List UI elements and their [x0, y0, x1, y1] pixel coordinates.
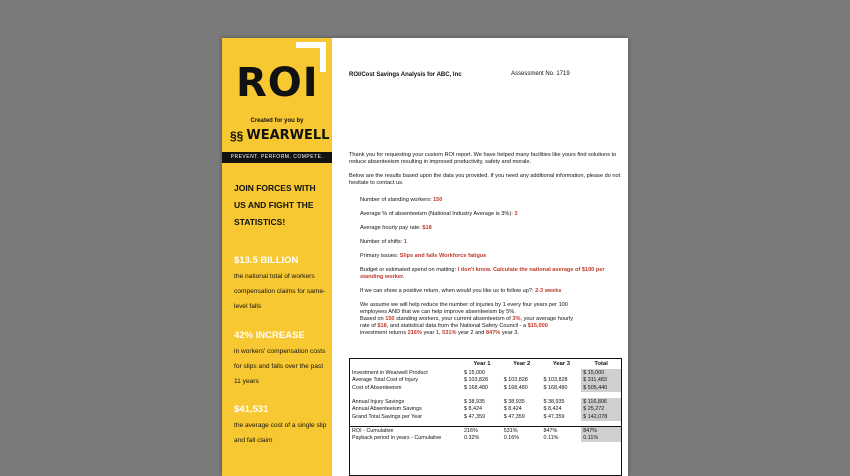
table-cell: $ 15,000	[464, 369, 485, 376]
table-row	[350, 405, 621, 413]
table-cell: Grand Total Savings per Year	[352, 413, 423, 420]
table-cell: 847%	[581, 427, 621, 435]
table-cell: Payback period in years - Cumulative	[352, 435, 442, 442]
table-cell: $ 103,828	[543, 377, 568, 384]
table-cell: $ 142,078	[581, 413, 621, 421]
table-cell: $ 38,935	[464, 398, 485, 405]
roi-table	[349, 358, 622, 476]
report-title: ROI/Cost Savings Analysis for ABC, Inc	[349, 72, 462, 78]
table-cell: $ 103,828	[503, 377, 528, 384]
table-cell: $ 38,935	[503, 398, 525, 405]
table-row	[350, 427, 621, 435]
table-cell: 531%	[502, 427, 542, 435]
table-header-year1: Year 1	[473, 361, 491, 367]
table-row	[350, 413, 621, 421]
item-absenteeism: Average % of absenteeism (National Industry Average is 3%): 3	[360, 211, 518, 217]
table-header-empty	[350, 359, 462, 369]
tagline-bar: PREVENT. PERFORM. COMPETE.	[222, 152, 332, 163]
table-cell: $ 8,424	[503, 406, 522, 413]
table-cell: $ 15,000	[581, 369, 621, 377]
item-standing-workers: Number of standing workers: 150	[360, 197, 443, 203]
table-cell: $ 8,424	[543, 406, 562, 413]
table-row	[350, 435, 621, 443]
table-header-total: Total	[594, 361, 608, 367]
table-cell: Annual Injury Savings	[352, 398, 405, 405]
table-cell: $ 8,424	[464, 406, 482, 413]
table-cell: 0.11%	[543, 435, 559, 442]
table-header-year3: Year 3	[552, 361, 570, 367]
table-cell: $ 38,935	[543, 398, 565, 405]
join-forces-heading: JOIN FORCES WITH US AND FIGHT THE STATISTICS!	[234, 183, 316, 227]
item-budget: Budget or estimated spend on matting: I don't know. Calculate the national average of $100 per standing worker.	[360, 267, 605, 280]
table-cell: 847%	[542, 427, 582, 435]
roi-logo: ROI	[236, 60, 319, 106]
table-cell: $ 25,272	[581, 405, 621, 413]
table-cell: $ 47,359	[503, 413, 525, 420]
brand-name: WEARWELL	[246, 128, 330, 143]
created-by-text: Created for you by	[250, 118, 304, 124]
stat-billion-desc: the national total of workers compensation claims for same-level falls	[234, 273, 326, 310]
table-cell: 0.11%	[581, 435, 621, 443]
table-row	[350, 398, 621, 406]
table-cell: $ 47,359	[543, 413, 565, 420]
table-cell: $ 168,480	[464, 384, 488, 391]
brand-logo	[230, 128, 329, 143]
item-pay-rate: Average hourly pay rate: $18	[360, 225, 432, 231]
table-cell	[502, 369, 542, 377]
table-row	[350, 369, 621, 377]
table-cell: $ 168,480	[503, 384, 528, 391]
sidebar	[222, 38, 332, 476]
stat-billion: $13.5 BILLION	[234, 255, 299, 266]
table-cell: Cost of Absenteeism	[352, 384, 402, 391]
table-cell: ROI - Cumulative	[350, 427, 462, 435]
stat-average-cost-desc: the average cost of a single slip and fall claim	[234, 422, 327, 444]
stat-increase: 42% INCREASE	[234, 330, 305, 341]
table-cell: $ 168,480	[543, 384, 568, 391]
results-paragraph: Below are the results based upon the data you provided. If you need any additional information, please do not hesitate to contact us.	[349, 173, 621, 186]
table-cell: Investment in Wearwell Product	[352, 369, 428, 376]
table-cell	[542, 369, 582, 377]
table-cell: $ 47,359	[464, 413, 485, 420]
wearwell-mark-icon: §§	[230, 128, 244, 143]
roi-report-page	[222, 38, 628, 476]
table-header-row	[350, 359, 621, 369]
stat-increase-desc: in workers' compensation costs for slips and falls over the past 11 years	[234, 348, 326, 385]
item-follow-up: If we can show a positive return, when would you like us to follow up?: 2-3 weeks	[360, 288, 562, 294]
assumption-paragraph: We assume we will help reduce the number of injuries by 1 every four years per 100 employees AND that we can help improve absenteeism by 5%. Based on 150 standing workers, your current absenteeism of 3%, your average hourly rate of $18, and statistical data from the National Safety Council - a $15,000 investment returns 216% year 1, 531% year 2 and 847% year 3.	[360, 302, 574, 336]
stat-average-cost: $41,531	[234, 404, 269, 415]
item-primary-issues: Primary issues: Slips and falls Workforce fatigue	[360, 253, 487, 259]
assessment-number: Assessment No. 1719	[511, 71, 570, 77]
table-row	[350, 384, 621, 392]
table-cell: $ 505,440	[581, 384, 621, 392]
table-cell: 0.16%	[503, 435, 520, 442]
table-cell: Average Total Cost of Injury	[352, 377, 419, 384]
intro-paragraph: Thank you for requesting your custom ROI report. We have helped many facilities like yours find solutions to reduce absenteeism resulting in improved productivity, safety and morale.	[349, 152, 617, 165]
table-row	[350, 377, 621, 385]
table-cell: $ 311,483	[581, 377, 621, 385]
table-cell: 0.32%	[464, 435, 480, 442]
table-cell: 216%	[462, 427, 502, 435]
item-shifts: Number of shifts: 1	[360, 239, 407, 245]
table-cell: $ 103,828	[464, 377, 488, 384]
table-cell: $ 116,806	[581, 398, 621, 406]
table-header-year2: Year 2	[513, 361, 531, 367]
table-cell: Annual Absenteeism Savings	[352, 406, 422, 413]
